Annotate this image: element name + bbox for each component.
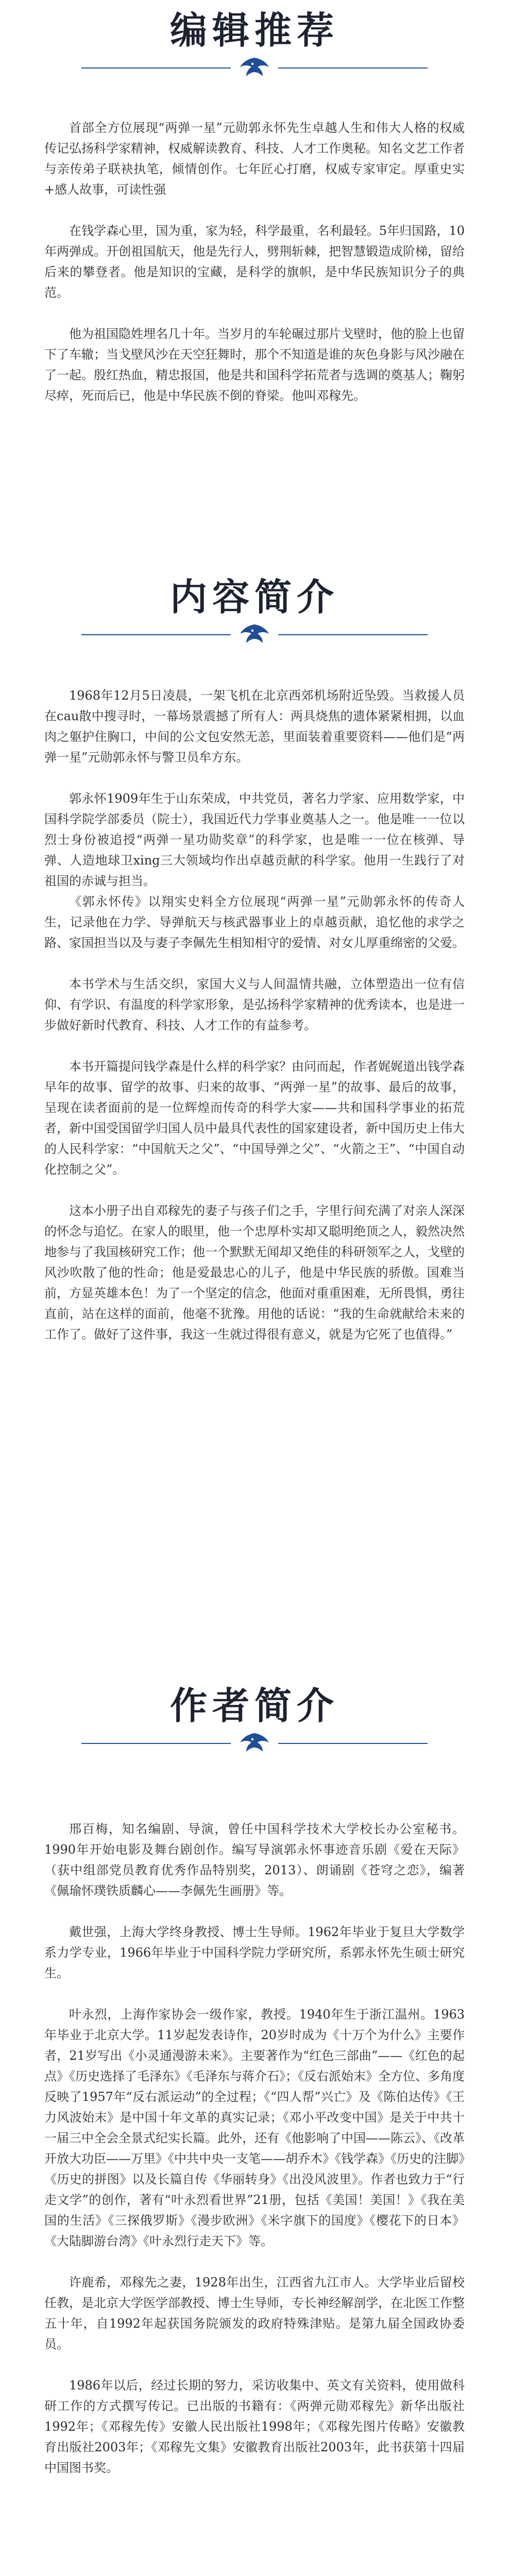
author-body [44, 1819, 465, 2478]
eagle-emblem-icon [238, 1731, 271, 1756]
paragraph: 《郭永怀传》以翔实史料全方位展现“两弹一星”元勋郭永怀的传奇人生，记录他在力学、导弹航天与核武器事业上的卓越贡献，追忆他的求学之路、家国担当以及与妻子李佩先生相知相守的爱情、对女儿厚重绵密的父爱。 [44, 894, 465, 950]
section-header-recommend [0, 0, 509, 80]
section-summary [0, 575, 509, 1342]
paragraph: 在钱学森心里，国为重，家为轻，科学最重，名利最轻。5年归国路，10年两弹成。开创祖国航天，他是先行人，劈荆斩棘，把智慧锻造成阶梯，留给后来的攀登者。他是知识的宝藏，是科学的旗帜，是中华民族知识分子的典范。 [44, 224, 465, 300]
section-header-summary [0, 576, 509, 647]
divider-right [278, 1743, 428, 1744]
section-recommend [0, 0, 509, 403]
section-title-summary: 内容简介 [169, 575, 339, 619]
paragraph: 首部全方位展现“两弹一星”元勋郭永怀先生卓越人生和伟大人格的权威传记弘扬科学家精神，权威解读教育、科技、人才工作奥秘。知名文艺工作者与亲传弟子联袂执笔，倾情创作。七年匠心打磨，权威专家审定。厚重史实+感人故事，可读性强 [44, 121, 465, 197]
paragraph: 1968年12月5日凌晨，一架飞机在北京西郊机场附近坠毁。当救援人员在cau散中搜寻时，一幕场景震撼了所有人：两具烧焦的遗体紧紧相拥，以血肉之躯护住胸口，中间的公文包安然无恙，里面装着重要资料——他们是“两弹一星”元勋郭永怀与警卫员牟方东。 [44, 688, 465, 765]
paragraph: 叶永烈，上海作家协会一级作家，教授。1940年生于浙江温州。1963年毕业于北京大学。11岁起发表诗作，20岁时成为《十万个为什么》主要作者，21岁写出《小灵通漫游未来》。主要著作为“红色三部曲”——《红色的起点》《历史选择了毛泽东》《毛泽东与蒋介石》；《反右派始末》全方位、多角度反映了1957年“反右派运动”的全过程；《“四人帮”兴亡》及《陈伯达传》《王力风波始末》是中国十年文革的真实记录；《邓小平改变中国》是关于中共十一届三中全会全景式纪实长篇。此外，还有《他影响了中国——陈云》、《改革开放大功臣——万里》《中共中央一支笔——胡乔木》《钱学森》《历史的注脚》《历史的拼图》以及长篇自传《华丽转身》《出没风波里》。作者也致力于“行走文学”的创作，著有“叶永烈看世界”21册，包括《美国！美国！》《我在美国的生活》《三探俄罗斯》《漫步欧洲》《米字旗下的国度》《樱花下的日本》《大陆脚游台湾》《叶永烈行走天下》等。 [44, 2007, 465, 2248]
eagle-emblem-icon [238, 56, 271, 80]
paragraph: 本书开篇提问钱学森是什么样的科学家？由问而起，作者娓娓道出钱学森早年的故事、留学的故事、归来的故事、“两弹一星”的故事、最后的故事，呈现在读者面前的是一位辉煌而传奇的科学大家——共和国科学事业的拓荒者，新中国受国留学归国人员中最具代表性的国家建设者，新中国历史上伟大的人民科学家：“中国航天之父”、“中国导弹之父”、“火箭之王”、“中国自动化控制之父”。 [44, 1059, 465, 1177]
divider-right [278, 67, 428, 69]
paragraph: 戴世强，上海大学终身教授、博士生导师。1962年毕业于复旦大学数学系力学专业，1966年毕业于中国科学院力学研究所，系郭永怀先生硕士研究生。 [44, 1925, 465, 1980]
divider-left [81, 634, 231, 635]
section-title-author: 作者简介 [169, 1684, 339, 1727]
paragraph: 本书学术与生活交织，家国大义与人间温情共融，立体塑造出一位有信仰、有学识、有温度的科学家形象，是弘扬科学家精神的优秀读本，也是进一步做好新时代教育、科技、人才工作的有益参考。 [44, 977, 465, 1032]
paragraph: 这本小册子出自邓稼先的妻子与孩子们之手，字里行间充满了对亲人深深的怀念与追忆。在家人的眼里，他一个忠厚朴实却又聪明绝顶之人，毅然决然地参与了我国核研究工作；他一个默默无闻却又绝佳的科研领军之人，戈壁的风沙吹散了他的性命；他是爱最忠心的儿子，他是中华民族的骄傲。国难当前，方显英雄本色！为了一个坚定的信念，他面对重重困难，无所畏惧，勇往直前，站在这样的面前，他毫不犹豫。用他的话说：“我的生命就献给未来的工作了。做好了这件事，我这一生就过得很有意义，就是为它死了也值得。” [44, 1204, 465, 1342]
section-header-author [0, 1685, 509, 1756]
paragraph: 1986年以后，经过长期的努力，采访收集中、英文有关资料，使用做科研工作的方式撰写传记。已出版的书籍有：《两弹元勋邓稼先》新华出版社1992年；《邓稼先传》安徽人民出版社1998年；《邓稼先图片传略》安徽教育出版社2003年；《邓稼先文集》安徽教育出版社2003年，此书获第十四届中国图书奖。 [44, 2378, 465, 2475]
paragraph: 邢百梅，知名编剧、导演，曾任中国科学技术大学校长办公室秘书。1990年开始电影及舞台剧创作。编写导演郭永怀事迹音乐剧《爱在天际》（获中组部党员教育优秀作品特别奖，2013）、朗诵剧《苍穹之恋》，编著《佩瑜怀璞铁质麟心——李佩先生画册》等。 [44, 1822, 465, 1898]
paragraph: 他为祖国隐姓埋名几十年。当岁月的车轮碾过那片戈壁时，他的脸上也留下了车辙；当戈壁风沙在天空狂舞时，那个不知道是谁的灰色身影与风沙融在了一起。殷红热血，精忠报国，他是共和国科学拓荒者与选调的奠基人；鞠躬尽瘁，死而后已，他是中华民族不倒的脊梁。他叫邓稼先。 [44, 327, 465, 403]
summary-body [44, 685, 465, 1345]
eagle-emblem-icon [238, 622, 271, 647]
section-title-recommend: 编辑推荐 [169, 8, 339, 52]
recommend-body [44, 117, 465, 406]
paragraph: 郭永怀1909年生于山东荣成，中共党员，著名力学家、应用数学家，中国科学院学部委员（院士），我国近代力学事业奠基人之一。他是唯一一位以烈士身份被追授“两弹一星功勋奖章”的科学家，也是唯一一位在核弹、导弹、人造地球卫xing三大领域均作出卓越贡献的科学家。他用一生践行了对祖国的赤诚与担当。 [44, 791, 465, 888]
section-author [0, 1684, 509, 2475]
paragraph: 许鹿希，邓稼先之妻，1928年出生，江西省九江市人。大学毕业后留校任教，是北京大学医学部教授、博士生导师，专长神经解剖学，在北医工作整五十年，自1992年起获国务院颁发的政府特殊津贴。是第九届全国政协委员。 [44, 2275, 465, 2351]
divider-right [278, 634, 428, 635]
divider-left [81, 67, 231, 69]
divider-left [81, 1743, 231, 1744]
